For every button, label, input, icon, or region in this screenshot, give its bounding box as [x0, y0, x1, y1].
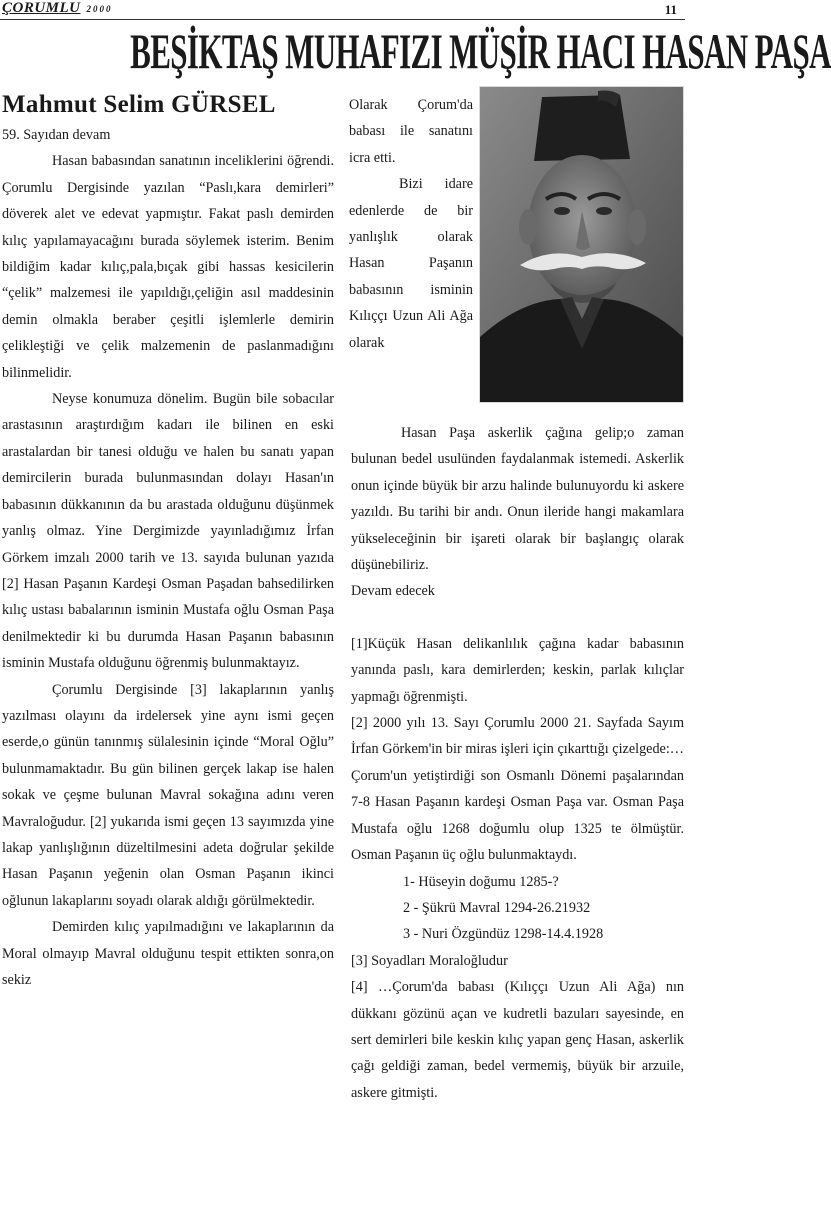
- header-divider: [0, 19, 685, 20]
- footnote-3: [3] Soyadları Moraloğludur: [351, 952, 508, 969]
- magazine-logo: [2, 0, 113, 17]
- body-paragraph: Hasan Paşa askerlik çağına gelip;o zaman bulunan bedel usulünden faydalanmak istemedi. Askerlik onun içinde büyük bir arzu halinde bulunuyordu ki askere yazıldı. Bu tarihi bir andı. Onun ileride hangi makamlara yükseleceğinin bir işareti olarak bir başlangıç olarak düşünebiliriz.: [351, 425, 684, 574]
- continued-from-note: 59. Sayıdan devam: [2, 127, 111, 143]
- footnote-2: [2] 2000 yılı 13. Sayı Çorumlu 2000 21. Sayfada Sayım İrfan Görkem'in bir miras işleri için çıkarttığı çizelgede:…Çorum'un yetiştirdiği son Osmanlı Dönemi paşalarından 7-8 Hasan Paşanın kardeşi Osman Paşa var. Osman Paşa Mustafa oğlu 1268 doğumlu olup 1325 te ölmüştür. Osman Paşanın üç oğlu bulunmaktaydı.: [351, 715, 684, 864]
- narrow-paragraph: Bizi idare edenlerde de bir yanlışlık olarak Hasan Paşanın babasının isminin Kılıççı Uzun Ali Ağa olarak: [349, 176, 473, 351]
- page-number: 11: [664, 2, 677, 17]
- portrait-image: [480, 87, 683, 402]
- magazine-year: 2000: [86, 4, 113, 14]
- continued-label: Devam edecek: [351, 583, 435, 600]
- footnote-list-item: 2 - Şükrü Mavral 1294-26.21932: [403, 899, 591, 916]
- portrait-photo: [479, 86, 684, 403]
- magazine-name: ÇORUMLU: [2, 0, 81, 16]
- body-paragraph: Hasan babasından sanatının inceliklerini öğrendi. Çorumlu Dergisinde yazılan “Paslı,kara demirleri” döverek alet ve edevat yapmıştır. Fakat paslı demirden kılıç yapılamayacağını burada söylemek isterim. Benim bildiğim kadar kılıç,pala,bıçak gibi hassas kesicilerin “çelik” malzemesi ile yapıldığı,çeliğin asıl maddesinin demin olmakla beraber çeşitli işlemlerle demirin çelikleştiği ve çelik malzemenin de paslanmadığını bilinmelidir.: [2, 153, 334, 381]
- footnote-4: [4] …Çorum'da babası (Kılıççı Uzun Ali Ağa) nın dükkanı gözünü açan ve kudretli bazuları sayesinde, en sert demirleri bile keskin kılıç yapan genç Hasan, askerlik çağı geldiği zaman, bedel vermemiş, büyük bir arzuile, askere gitmişti.: [351, 979, 684, 1101]
- right-column: [351, 420, 684, 1106]
- body-paragraph: Neyse konumuza dönelim. Bugün bile sobacılar arastasının araştırdığım kadarı ile bilinen en eski arastalardan bir tanesi olduğu ve halen bu sanatı yapan demircilerin burada bulunmasından dolayı Hasan'ın babasının dükkanının da bu arastada olduğunu düşünmek yanlış olmaz. Yine Dergimizde yayınladığımız İrfan Görkem imzalı 2000 tarih ve 13. sayıda bulunan yazıda [2] Hasan Paşanın Kardeşi Osman Paşadan bahsedilirken kılıç ustası babalarının isminin Mustafa oğlu Osman Paşa denilmektedir ki bu durumda Hasan Paşanın babasının isminin Mustafa olduğunu öğrenmiş bulunmaktayız.: [2, 391, 334, 672]
- author-name: Mahmut Selim GÜRSEL: [2, 91, 276, 118]
- narrow-paragraph: Olarak Çorum'da babası ile sanatını icra etti.: [349, 97, 473, 166]
- footnote-list-item: 3 - Nuri Özgündüz 1298-14.4.1928: [403, 926, 604, 943]
- left-column: [2, 122, 334, 993]
- narrow-column: [349, 92, 473, 356]
- footnote-list-item: 1- Hüseyin doğumu 1285-?: [403, 873, 559, 890]
- body-paragraph: Demirden kılıç yapılmadığını ve lakaplarının da Moral olmayıp Mavral olduğunu tespit ettikten sonra,on sekiz: [2, 919, 334, 988]
- article-title: BEŞİKTAŞ MUHAFIZI MÜŞİR HACI HASAN PAŞA: [130, 23, 831, 79]
- footnote-1: [1]Küçük Hasan delikanlılık çağına kadar babasının yanında paslı, kara demirlerden; keskin, parlak kılıçlar yapmağı öğrenmişti.: [351, 635, 684, 705]
- body-paragraph: Çorumlu Dergisinde [3] lakaplarının yanlış yazılması olayını da irdelersek yine aynı ismi geçen eserde,o günün tanınmış sülalesinin içinde “Moral Oğlu” bulunmamaktadır. Bu gün bilinen gerçek lakap ise halen sokak ve çeşme bulunan Mavral sokağına adını veren Mavraloğudur. [2] yukarıda ismi geçen 13 sayımızda yine lakap yanlışlığının düzeltilmesini adeta doğrular şekilde Hasan Paşanın yeğenin olan Osman Paşanın ikinci oğlunun lakaplarını soyadı olarak aldığı görülmektedir.: [2, 681, 334, 909]
